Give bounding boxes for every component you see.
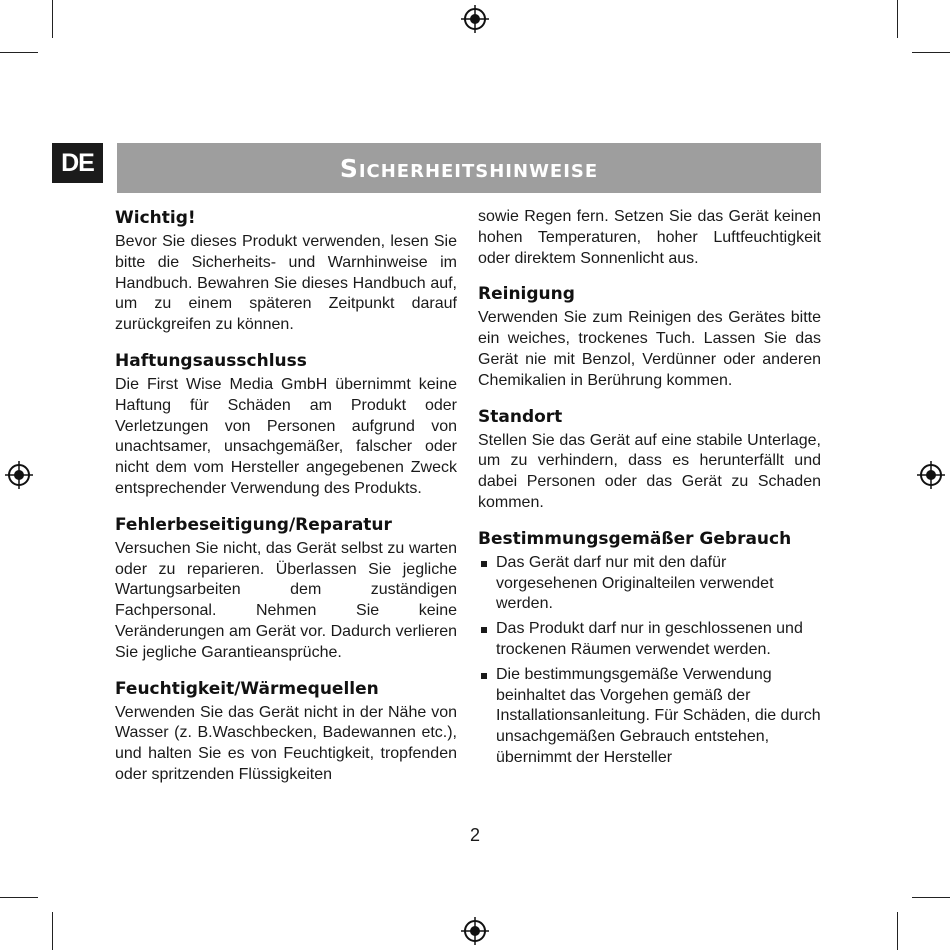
section-location: [478, 406, 821, 514]
crop-mark: [52, 0, 53, 38]
bullet-square-icon: [481, 673, 487, 679]
bullet-square-icon: [481, 561, 487, 567]
section-cleaning: [478, 283, 821, 391]
crop-mark: [897, 0, 898, 38]
section-text: Stellen Sie das Gerät auf eine stabile Unterlage, um zu verhindern, dass es herunterfällt und dabei Personen oder das Gerät zu Schaden kommen.: [478, 431, 821, 511]
list-item-text: Die bestimmungsgemäße Verwendung beinhaltet das Vorgehen gemäß der Installationsanleitung. Für Schäden, die durch unsachgemäßen Gebrauch entstehen, übernimmt der Hersteller: [496, 665, 821, 766]
section-heading: Standort: [478, 406, 563, 427]
page-title: Sicherheitshinweise: [339, 153, 599, 183]
registration-mark-icon: [917, 461, 945, 489]
section-disclaimer: [115, 350, 457, 500]
section-repair: [115, 514, 457, 664]
crop-mark: [52, 912, 53, 950]
list-item-text: Das Gerät darf nur mit den dafür vorgesehenen Originalteilen verwendet werden.: [496, 553, 774, 613]
section-moisture: [115, 678, 457, 786]
section-text: Die First Wise Media GmbH übernimmt keine Haftung für Schäden am Produkt oder Verletzungen von Personen aufgrund von unachtsamer, unsachgemäßer, falscher oder nicht dem vom Hersteller angegebenen Zweck entsprechender Verwendung des Produkts.: [115, 375, 457, 497]
section-text: Versuchen Sie nicht, das Gerät selbst zu warten oder zu reparieren. Überlassen Sie jegliche Wartungsarbeiten dem zuständigen Fachpersonal. Nehmen Sie keine Veränderungen am Gerät vor. Dadurch verlieren Sie jegliche Garantieansprüche.: [115, 539, 457, 661]
usage-list: [478, 553, 821, 769]
section-important: [115, 207, 457, 336]
section-heading: Fehlerbeseitigung/Reparatur: [115, 514, 392, 535]
crop-mark: [912, 897, 950, 898]
section-text: Verwenden Sie zum Reinigen des Gerätes bitte ein weiches, trockenes Tuch. Lassen Sie das Gerät nie mit Benzol, Verdünner oder anderen Chemikalien in Berührung kommen.: [478, 309, 821, 389]
crop-mark: [0, 897, 38, 898]
section-heading: Haftungsausschluss: [115, 350, 307, 371]
list-item: [478, 619, 821, 661]
list-item: [478, 553, 821, 615]
crop-mark: [912, 52, 950, 53]
section-heading: Feuchtigkeit/Wärmequellen: [115, 678, 379, 699]
section-heading: Reinigung: [478, 284, 575, 305]
list-item-text: Das Produkt darf nur in geschlossenen und trockenen Räumen verwendet werden.: [496, 620, 803, 658]
registration-mark-icon: [461, 917, 489, 945]
list-item: [478, 665, 821, 769]
title-bar: [117, 143, 821, 193]
bullet-square-icon: [481, 627, 487, 633]
section-text: sowie Regen fern. Setzen Sie das Gerät keinen hohen Temperaturen, hoher Luftfeuchtigkeit oder direktem Sonnenlicht aus.: [478, 208, 821, 267]
crop-mark: [0, 52, 38, 53]
registration-mark-icon: [5, 461, 33, 489]
left-column: [115, 207, 457, 800]
section-text: Bevor Sie dieses Produkt verwenden, lesen Sie bitte die Sicherheits- und Warnhinweise im Handbuch. Bewahren Sie dieses Handbuch auf, um zu einem späteren Zeitpunkt darauf zurückgreifen zu können.: [115, 233, 457, 334]
language-badge: DE: [52, 143, 103, 183]
crop-mark: [897, 912, 898, 950]
registration-mark-icon: [461, 5, 489, 33]
page-number: 2: [469, 825, 480, 845]
section-moisture-continued: [478, 207, 821, 269]
section-intended-use: [478, 528, 821, 769]
section-heading: Bestimmungsgemäßer Gebrauch: [478, 528, 792, 549]
section-heading: Wichtig!: [115, 208, 196, 228]
section-text: Verwenden Sie das Gerät nicht in der Nähe von Wasser (z. B.Waschbecken, Badewannen etc.), und halten Sie es von Feuchtigkeit, tropfenden oder spritzenden Flüssigkeiten: [115, 703, 457, 783]
right-column: [478, 207, 821, 783]
